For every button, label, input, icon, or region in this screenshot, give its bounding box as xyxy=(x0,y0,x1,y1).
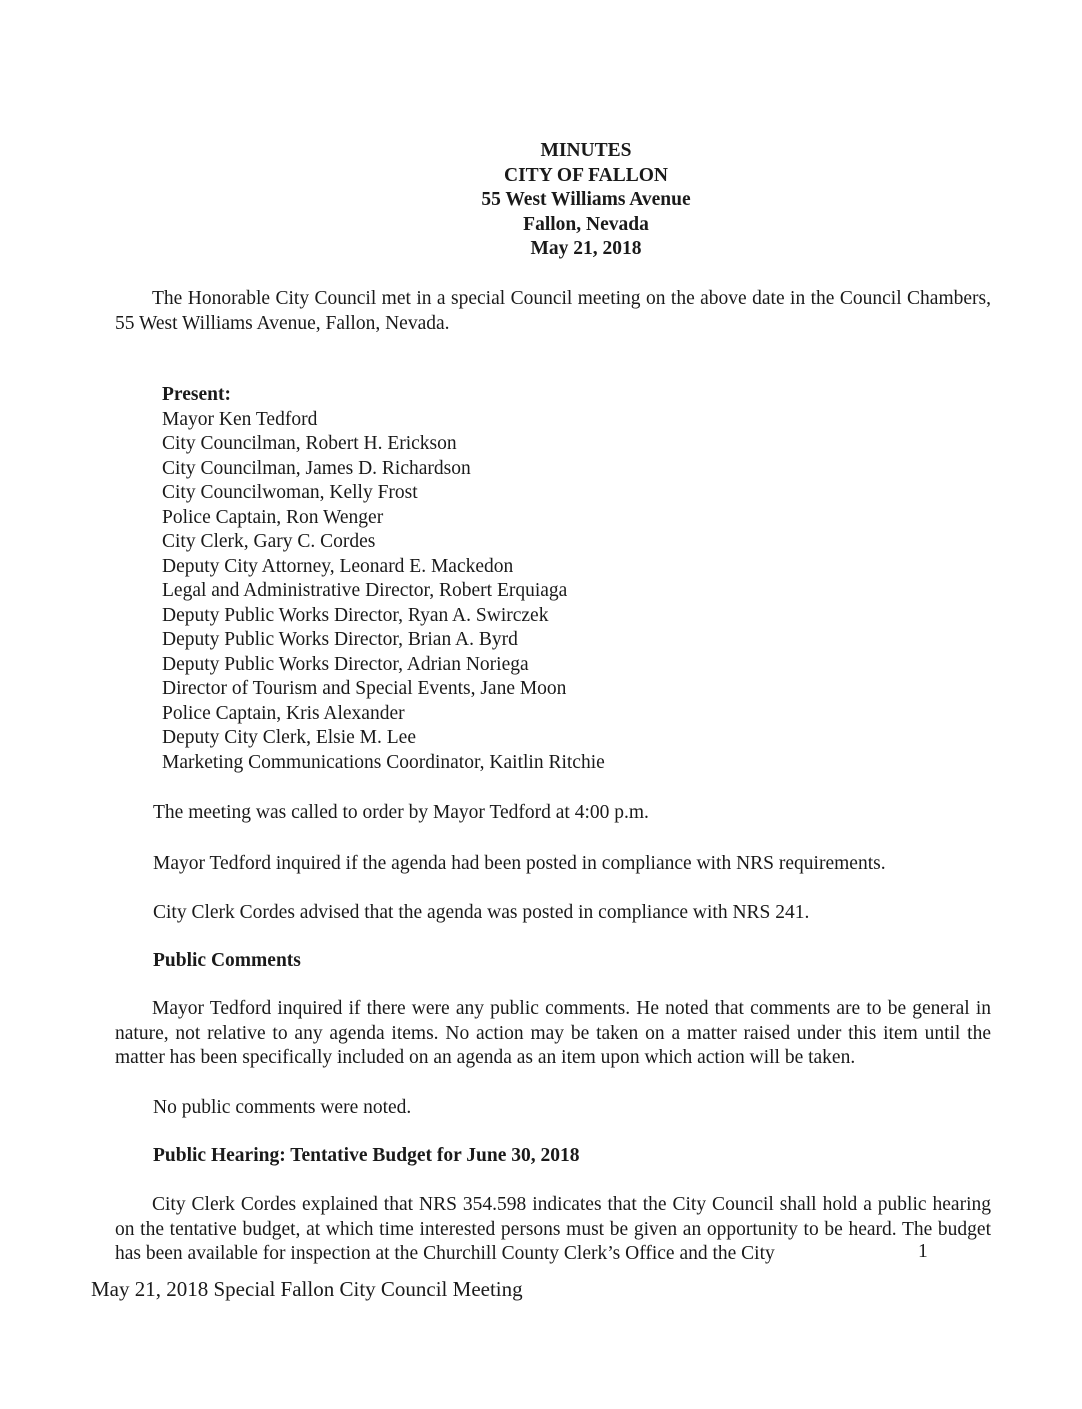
header-city: CITY OF FALLON xyxy=(504,164,668,186)
public-comments-note: No public comments were noted. xyxy=(153,1097,412,1118)
attendee-item: Deputy City Attorney, Leonard E. Mackedon xyxy=(162,555,514,577)
attendee-item: City Councilman, James D. Richardson xyxy=(162,457,471,479)
header-address: 55 West Williams Avenue xyxy=(481,189,691,210)
agenda-response: City Clerk Cordes advised that the agenda was posted in compliance with NRS 241. xyxy=(153,902,810,923)
attendee-item: Police Captain, Kris Alexander xyxy=(162,702,405,724)
agenda-inquiry: Mayor Tedford inquired if the agenda had been posted in compliance with NRS requirements. xyxy=(153,853,886,874)
header-title: MINUTES xyxy=(540,140,632,161)
attendee-item: Deputy City Clerk, Elsie M. Lee xyxy=(162,727,416,748)
page-number: 1 xyxy=(918,1241,928,1262)
attendee-item: City Clerk, Gary C. Cordes xyxy=(162,531,376,552)
attendee-item: Deputy Public Works Director, Adrian Noriega xyxy=(162,653,529,675)
attendee-item: Marketing Communications Coordinator, Kaitlin Ritchie xyxy=(162,751,605,773)
present-label: Present: xyxy=(162,384,231,405)
public-hearing-title: Public Hearing: Tentative Budget for June 30, 2018 xyxy=(153,1145,580,1166)
present-list xyxy=(162,383,605,775)
call-to-order: The meeting was called to order by Mayor Tedford at 4:00 p.m. xyxy=(153,802,649,823)
attendee-item: Director of Tourism and Special Events, Jane Moon xyxy=(162,678,567,699)
public-hearing-body: City Clerk Cordes explained that NRS 354.598 indicates that the City Council shall hold a public hearing on the tentative budget, at which time interested persons must be given an opportunity to be heard. The budget has been available for inspection at the Churchill County Clerk’s Office and the City xyxy=(115,1194,991,1264)
intro-paragraph: The Honorable City Council met in a special Council meeting on the above date in the Council Chambers, 55 West Williams Avenue, Fallon, Nevada. xyxy=(115,288,991,334)
attendee-item: Deputy Public Works Director, Brian A. Byrd xyxy=(162,629,518,650)
attendee-item: Deputy Public Works Director, Ryan A. Swirczek xyxy=(162,604,549,626)
attendee-item: City Councilman, Robert H. Erickson xyxy=(162,433,457,454)
attendee-item: Police Captain, Ron Wenger xyxy=(162,506,384,528)
public-comments-title: Public Comments xyxy=(153,950,301,971)
document-header xyxy=(0,139,1082,262)
attendee-item: Mayor Ken Tedford xyxy=(162,408,318,430)
header-location: Fallon, Nevada xyxy=(523,213,649,235)
public-comments-body: Mayor Tedford inquired if there were any public comments. He noted that comments are to be general in nature, not relative to any agenda items. No action may be taken on a matter raised under this item until the matter has been specifically included on an agenda as an item upon which action will be taken. xyxy=(115,998,991,1068)
header-date: May 21, 2018 xyxy=(530,238,642,259)
attendee-item: City Councilwoman, Kelly Frost xyxy=(162,482,418,503)
page-footer: May 21, 2018 Special Fallon City Council Meeting xyxy=(91,1277,523,1301)
attendee-item: Legal and Administrative Director, Robert Erquiaga xyxy=(162,580,568,601)
attendee-list xyxy=(162,408,605,776)
